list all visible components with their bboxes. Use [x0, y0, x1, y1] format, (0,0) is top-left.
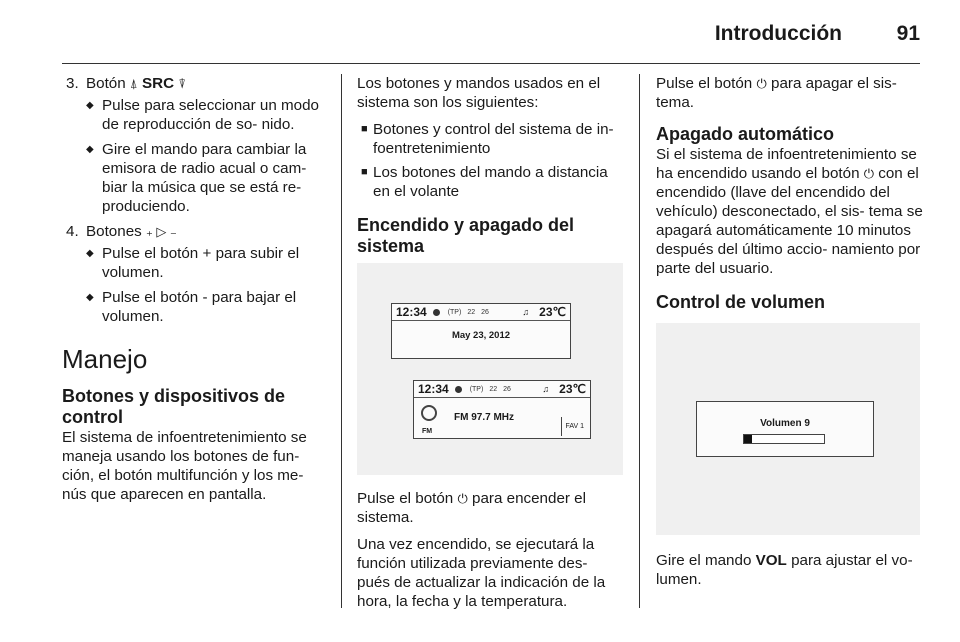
favourite-label: FAV 1: [561, 417, 584, 436]
display-figure: [357, 263, 623, 475]
bullet-item: ◆ Pulse para seleccionar un modo de reproducción de so- nido.: [86, 97, 319, 133]
volume-display: [696, 401, 874, 457]
volume-buttons-icon: ₊ ▷ ₋: [145, 224, 177, 239]
column-divider-1: [341, 74, 342, 608]
square-bullet-icon: ■: [361, 123, 368, 135]
display-date: May 23, 2012: [451, 330, 511, 341]
power-icon: ⏻: [863, 166, 875, 181]
page-number: 91: [896, 22, 920, 45]
source-icon: [433, 309, 440, 316]
paragraph: Pulse el botón ⏻ para encender el sistema.: [357, 490, 586, 526]
heading-encendido: Encendido y apagado del sistema: [357, 215, 575, 256]
vol-key: VOL: [755, 552, 787, 569]
heading-apagado: Apagado automático: [656, 124, 835, 144]
column-2: [357, 74, 623, 619]
display-screen-date: 12:34 (TP) 22 26 ♫ 23℃ May 23, 2012: [391, 303, 571, 359]
frequency-label: FM 97.7 MHz: [454, 412, 515, 423]
radio-antenna-icon: [421, 405, 437, 421]
section-title: Introducción: [714, 22, 842, 45]
display-screen-radio: 12:34 (TP) 22 26 ♫ 23℃ FM FM 97.7 MHz FAV 1: [413, 380, 591, 439]
diamond-bullet-icon: ◆: [86, 248, 94, 259]
source-icon: [455, 386, 462, 393]
heading-volumen: Control de volumen: [656, 292, 826, 312]
src-key: SRC: [141, 75, 175, 92]
heading-manejo: Manejo: [62, 344, 148, 374]
column-divider-2: [639, 74, 640, 608]
src-down-icon: ⍒: [178, 76, 187, 91]
volume-bar-fill: [744, 435, 752, 443]
paragraph: Si el sistema de infoentretenimiento se ha encendido usando el botón ⏻ con el encendido (llave del encendido del vehículo) desconectado, el sis- tema se apagará automáticamente 10 minutos después del último accio- namiento por parte del usuario.: [656, 146, 923, 277]
diamond-bullet-icon: ◆: [86, 292, 94, 303]
column-3: [656, 74, 924, 597]
bullet-item: ◆ Pulse el botón - para bajar el volumen.: [86, 289, 297, 325]
paragraph: El sistema de infoentretenimiento se maneja usando los botones de fun- ción, el botón multifunción y los me- nús que aparecen en pantalla.: [62, 429, 307, 503]
src-up-icon: ⍋: [129, 76, 138, 91]
paragraph: Los botones y mandos usados en el sistema son los siguientes:: [357, 75, 601, 111]
bullet-item: ■ Los botones del mando a distancia en el volante: [357, 163, 623, 201]
volume-bar: [743, 434, 825, 444]
list-item-4: 4. Botones ₊ ▷ ₋: [66, 223, 177, 240]
paragraph: Pulse el botón ⏻ para apagar el sis- tema.: [656, 75, 897, 111]
paragraph: Gire el mando VOL para ajustar el vo- lumen.: [656, 552, 913, 588]
column-1: [62, 74, 328, 512]
bullet-item: ◆ Pulse el botón + para subir el volumen.: [86, 245, 300, 281]
bullet-item: ◆ Gire el mando para cambiar la emisora de radio acual o cam- biar la música que se está re- produciendo.: [86, 141, 307, 215]
subheading-botones: Botones y dispositivos de control: [62, 386, 286, 427]
square-bullet-icon: ■: [361, 166, 368, 178]
band-label: FM: [422, 428, 433, 435]
volume-figure: [656, 323, 920, 535]
bullet-item: ■ Botones y control del sistema de in- foentretenimiento: [357, 120, 623, 158]
power-icon: ⏻: [756, 76, 767, 91]
volume-label: Volumen 9: [760, 418, 810, 429]
list-item-3: 3. Botón ⍋ SRC ⍒: [66, 75, 187, 92]
music-note-icon: ♫: [542, 383, 550, 394]
diamond-bullet-icon: ◆: [86, 100, 94, 111]
page-header: [62, 14, 920, 64]
paragraph: Una vez encendido, se ejecutará la función utilizada previamente des- pués de actualizar la indicación de la hora, la fecha y la temperatura.: [357, 536, 606, 610]
music-note-icon: ♫: [522, 306, 530, 317]
power-icon: ⏻: [457, 491, 468, 506]
diamond-bullet-icon: ◆: [86, 144, 94, 155]
